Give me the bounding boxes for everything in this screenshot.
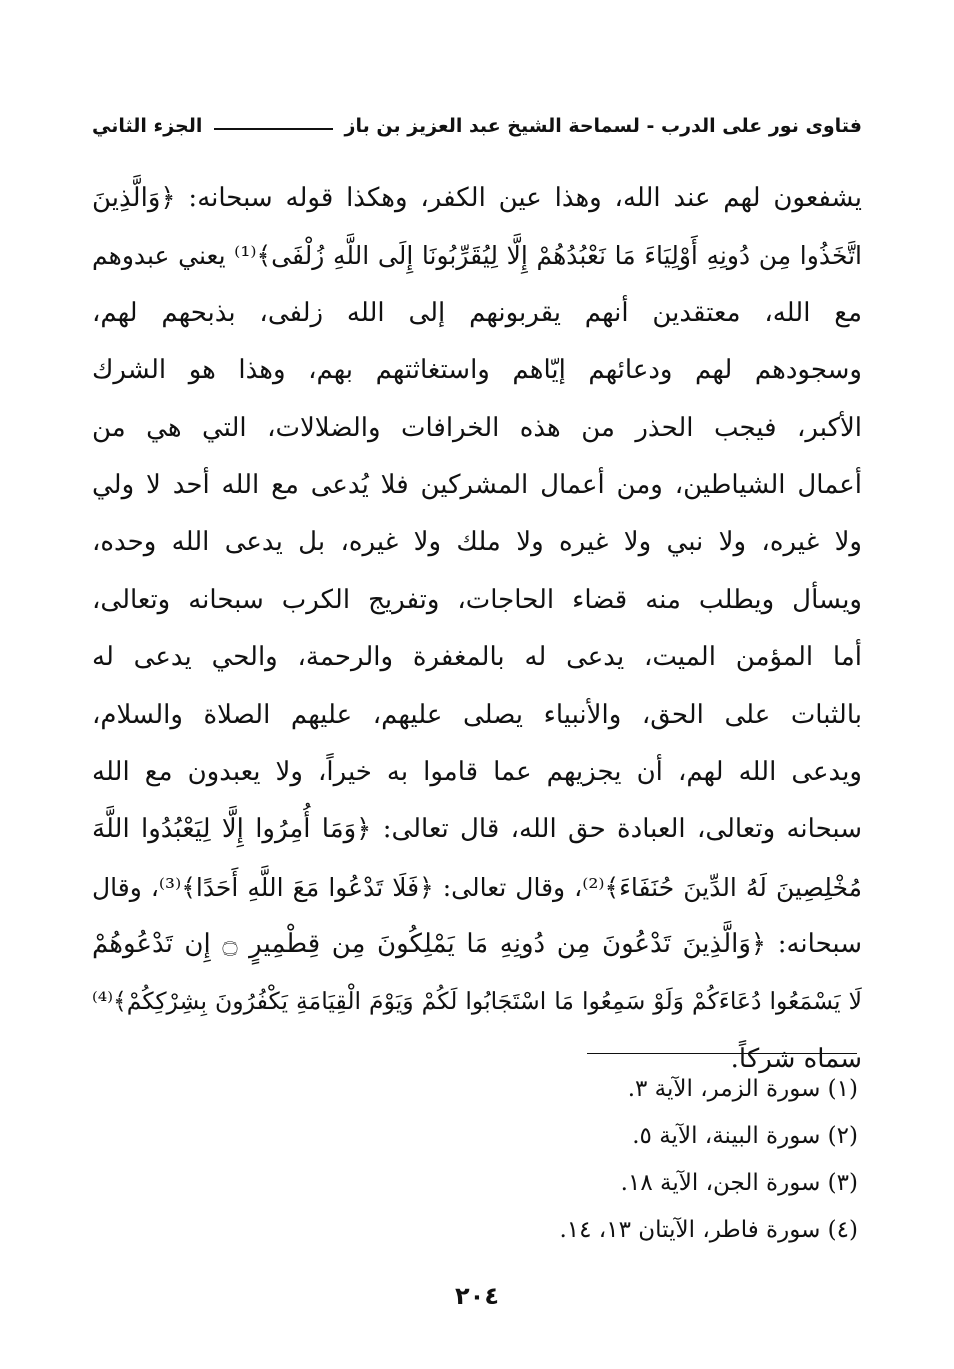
header-book-title: فتاوى نور على الدرب - لسماحة الشيخ عبد العزيز بن باز <box>344 115 862 137</box>
footnote-item: (٢) سورة البينة، الآية ٥. <box>632 1123 858 1149</box>
body-line: ويسأل ويطلب منه قضاء الحاجات، وتفريج الكرب سبحانه وتعالى، <box>92 584 862 615</box>
body-line: ويدعى الله لهم، أن يجزيهم عما قاموا به خيراً، ولا يعبدون مع الله <box>92 756 862 787</box>
body-line: سبحانه: ﴿وَالَّذِينَ تَدْعُونَ مِن دُونِهِ مَا يَمْلِكُونَ مِن قِطْمِيرٍ ۝ إِن تَدْعُوهُمْ <box>92 929 862 960</box>
footnote-item: (٣) سورة الجن، الآية ١٨. <box>620 1170 858 1196</box>
body-line: لَا يَسْمَعُوا دُعَاءَكُمْ وَلَوْ سَمِعُوا مَا اسْتَجَابُوا لَكُمْ وَيَوْمَ الْقِيَامَةِ يَكْفُرُونَ بِشِرْكِكُمْ﴾⁽⁴⁾ <box>92 987 862 1016</box>
footnote-item: (٤) سورة فاطر، الآيتان ١٣، ١٤. <box>559 1217 858 1243</box>
body-line: بالثبات على الحق، والأنبياء يصلى عليهم، عليهم الصلاة والسلام، <box>92 699 862 730</box>
body-line: ولا غيره، ولا نبي ولا غيره ولا ملك ولا غيره، بل يدعى الله وحده، <box>92 527 862 558</box>
header-part-label: الجزء الثاني <box>92 115 203 137</box>
page-number: ٢٠٤ <box>455 1282 499 1310</box>
body-line: أعمال الشياطين، ومن أعمال المشركين فلا يُدعى مع الله أحد لا ولي <box>92 469 862 500</box>
body-line: وسجودهم لهم ودعائهم إيّاهم واستغاثتهم بهم، وهذا هو الشرك <box>92 355 862 386</box>
body-line: أما المؤمن الميت، يدعى له بالمغفرة والرحمة، والحي يدعى له <box>92 642 862 673</box>
body-line: مع الله، معتقدين أنهم يقربونهم إلى الله زلفى، بذبحهم لهم، <box>92 297 862 328</box>
running-header <box>92 106 862 146</box>
footnote-separator <box>587 1053 857 1054</box>
body-line: مُخْلِصِينَ لَهُ الدِّينَ حُنَفَاءَ﴾⁽²⁾، وقال تعالى: ﴿فَلَا تَدْعُوا مَعَ اللَّهِ أَحَدًا﴾⁽³⁾، وقال <box>92 872 862 902</box>
body-line-last: سماه شركاً. <box>730 1043 862 1074</box>
body-line: الأكبر، فيجب الحذر من هذه الخرافات والضلالات، التي هي من <box>92 412 862 443</box>
body-line: يشفعون لهم عند الله، وهذا عين الكفر، وهكذا قوله سبحانه: ﴿وَالَّذِينَ <box>92 183 862 213</box>
header-rule <box>214 128 332 130</box>
body-line: اتَّخَذُوا مِن دُونِهِ أَوْلِيَاءَ مَا نَعْبُدُهُمْ إِلَّا لِيُقَرِّبُونَا إِلَى اللَّهِ زُلْفَى﴾⁽¹⁾ يعني عبدوهم <box>92 241 862 271</box>
footnotes <box>300 1066 858 1254</box>
body-line: سبحانه وتعالى، العبادة حق الله، قال تعالى: ﴿وَمَا أُمِرُوا إِلَّا لِيَعْبُدُوا اللَّهَ <box>92 814 862 845</box>
body-text <box>92 170 862 1088</box>
footnote-item: (١) سورة الزمر، الآية ٣. <box>627 1076 858 1102</box>
